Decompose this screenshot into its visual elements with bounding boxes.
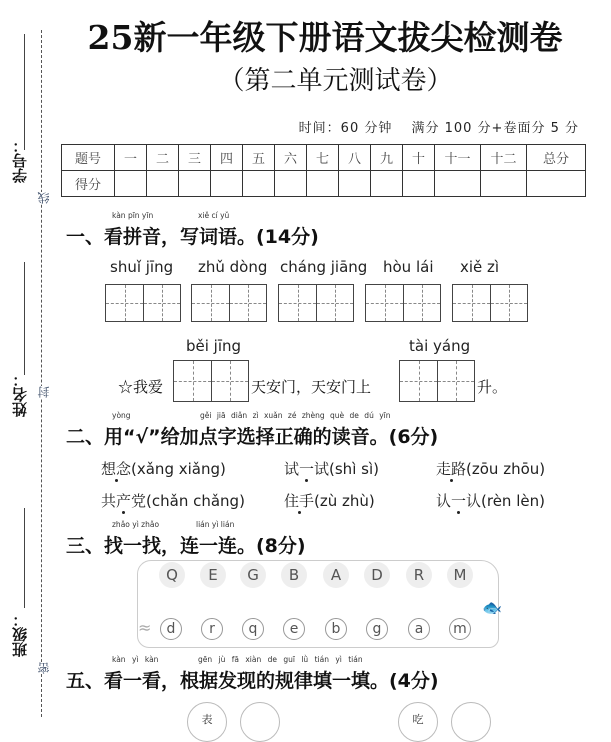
lowercase-letter[interactable]: e [283, 618, 305, 640]
binding-dashed-line [41, 30, 42, 717]
header-cell: 题号 [62, 145, 115, 171]
score-cell[interactable] [435, 171, 481, 197]
name-label: 姓名： [11, 372, 29, 417]
uppercase-letter[interactable]: M [447, 562, 473, 588]
header-cell: 九 [371, 145, 403, 171]
writing-grid-4[interactable] [365, 284, 441, 322]
uppercase-letter[interactable]: E [200, 562, 226, 588]
pattern-circle-blank[interactable] [451, 702, 491, 742]
score-row-label: 得分 [62, 171, 115, 197]
header-cell: 二 [147, 145, 179, 171]
pinyin-word-2: zhǔ dòng [198, 258, 268, 276]
class-label: 班级： [11, 612, 29, 657]
section3-ruby-1: zhǎo yì zhǎo [112, 520, 160, 529]
sentence-pinyin-2: tài yáng [409, 337, 471, 355]
score-table-score-row [62, 171, 586, 197]
writing-grid-2[interactable] [191, 284, 267, 322]
section2-ruby-2: gěi jiā diǎn zì xuǎn zé zhèng què de dú yīn [200, 411, 391, 420]
header-cell: 一 [115, 145, 147, 171]
pinyin-word-1: shuǐ jīng [110, 258, 174, 276]
section2-title: 二、用“√”给加点字选择正确的读音。(6分) [66, 426, 439, 448]
section1-title: 一、看拼音，写词语。(14分) [66, 226, 319, 248]
sentence-part-3: 升。 [477, 378, 508, 396]
binding-mark-secret: 密 [37, 662, 51, 674]
binding-mark-seal: 封 [37, 386, 51, 398]
sentence-grid-2[interactable] [399, 360, 475, 402]
section1-ruby-2: xiě cí yǔ [198, 211, 230, 220]
writing-grid-3[interactable] [278, 284, 354, 322]
lowercase-letter[interactable]: g [366, 618, 388, 640]
reading-item-5[interactable]: 住手(zù zhù) [284, 492, 375, 510]
score-cell[interactable] [403, 171, 435, 197]
score-cell[interactable] [147, 171, 179, 197]
letter-matching-panel [137, 560, 499, 648]
header-cell: 十一 [435, 145, 481, 171]
uppercase-letter[interactable]: D [364, 562, 390, 588]
uppercase-letter[interactable]: B [281, 562, 307, 588]
uppercase-letter[interactable]: A [323, 562, 349, 588]
lowercase-letter[interactable]: q [242, 618, 264, 640]
score-table [61, 144, 586, 197]
header-cell: 六 [275, 145, 307, 171]
score-cell[interactable] [339, 171, 371, 197]
section5-ruby-2: gēn jù fā xiàn de guī lǜ tián yì tián [198, 655, 363, 664]
binding-mark-line: 线 [37, 192, 51, 204]
reading-item-6[interactable]: 认一认(rèn lèn) [436, 492, 545, 510]
uppercase-letter[interactable]: G [240, 562, 266, 588]
writing-grid-5[interactable] [452, 284, 528, 322]
exam-meta: 时间：60 分钟 满分 100 分+卷面分 5 分 [298, 121, 579, 136]
score-cell[interactable] [275, 171, 307, 197]
score-cell[interactable] [211, 171, 243, 197]
class-underline [24, 508, 25, 608]
section2-ruby-1: yòng [112, 411, 131, 420]
section1-ruby-1: kàn pīn yīn [112, 211, 154, 220]
section3-title: 三、找一找，连一连。(8分) [66, 535, 306, 557]
name-underline [24, 262, 25, 375]
section5-ruby-1: kàn yì kàn [112, 655, 159, 664]
pinyin-word-3: cháng jiāng [280, 258, 368, 276]
score-cell[interactable] [481, 171, 527, 197]
reading-item-4[interactable]: 共产党(chǎn chǎng) [101, 492, 245, 510]
pattern-circle-blank[interactable] [240, 702, 280, 742]
reading-item-3[interactable]: 走路(zōu zhōu) [436, 460, 546, 478]
reading-item-2[interactable]: 试一试(shì sì) [284, 460, 379, 478]
header-cell: 三 [179, 145, 211, 171]
fish-decoration-icon: 🐟 [482, 598, 502, 617]
lowercase-letter[interactable]: a [408, 618, 430, 640]
sentence-pinyin-1: běi jīng [186, 337, 242, 355]
sentence-part-2: 天安门，天安门上 [251, 378, 372, 396]
reading-item-1[interactable]: 想念(xǎng xiǎng) [101, 460, 226, 478]
section3-ruby-2: lián yì lián [196, 520, 235, 529]
pinyin-word-5: xiě zì [460, 258, 500, 276]
header-cell: 十二 [481, 145, 527, 171]
header-cell: 十 [403, 145, 435, 171]
lowercase-letter[interactable]: m [449, 618, 471, 640]
pattern-circle: 吃 [398, 702, 438, 742]
score-cell[interactable] [243, 171, 275, 197]
score-cell[interactable] [115, 171, 147, 197]
lowercase-letter[interactable]: d [160, 618, 182, 640]
header-cell: 八 [339, 145, 371, 171]
pinyin-word-4: hòu lái [383, 258, 434, 276]
score-table-header-row [62, 145, 586, 171]
seaweed-decoration-icon: ≈ [138, 618, 152, 637]
score-cell[interactable] [371, 171, 403, 197]
uppercase-letter[interactable]: R [406, 562, 432, 588]
uppercase-letter[interactable]: Q [159, 562, 185, 588]
writing-grid-1[interactable] [105, 284, 181, 322]
header-cell: 总分 [527, 145, 586, 171]
score-cell[interactable] [307, 171, 339, 197]
section5-title: 五、看一看，根据发现的规律填一填。(4分) [66, 670, 439, 692]
exam-subtitle: （第二单元测试卷） [218, 66, 453, 96]
header-cell: 七 [307, 145, 339, 171]
sentence-part-1: ☆我爱 [118, 378, 164, 396]
sentence-grid-1[interactable] [173, 360, 249, 402]
header-cell: 五 [243, 145, 275, 171]
lowercase-letter[interactable]: b [325, 618, 347, 640]
score-cell[interactable] [179, 171, 211, 197]
score-cell[interactable] [527, 171, 586, 197]
header-cell: 四 [211, 145, 243, 171]
exam-title: 25新一年级下册语文拔尖检测卷 [87, 18, 563, 57]
pattern-circle: 表 [187, 702, 227, 742]
student-id-label: 学号： [11, 138, 29, 183]
lowercase-letter[interactable]: r [201, 618, 223, 640]
